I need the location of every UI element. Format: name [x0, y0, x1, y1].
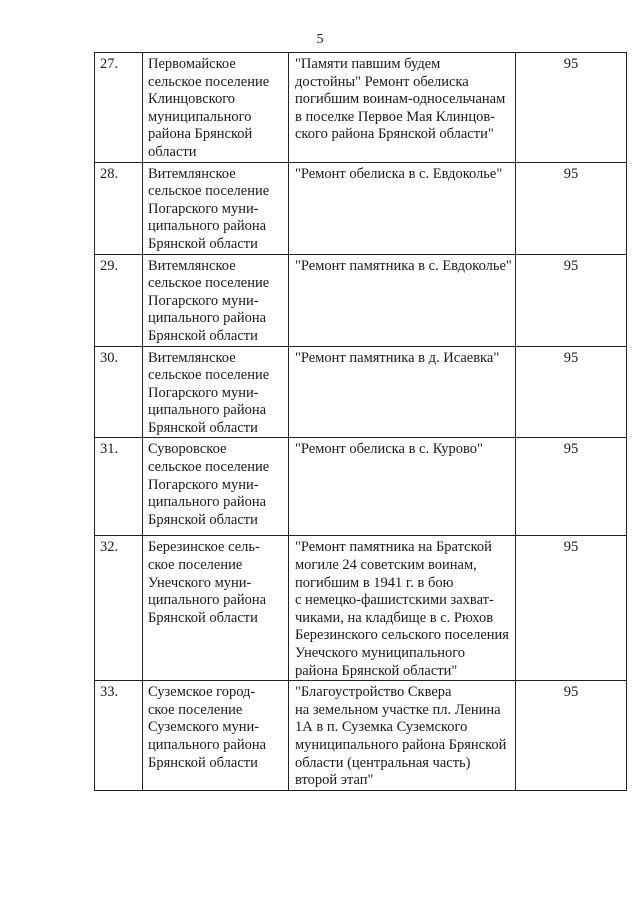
settlement-line: Суземского муни-	[148, 719, 260, 736]
table-row	[95, 254, 627, 346]
settlement-line: района Брянской	[148, 126, 253, 143]
project-line: ского района Брянской области"	[295, 126, 494, 143]
settlement-line: Витемлянское	[148, 165, 236, 182]
project-line: чиками, на кладбище в с. Рюхов	[295, 609, 494, 626]
settlement-cell	[143, 536, 289, 681]
project-line: 1А в п. Суземка Суземского	[295, 719, 468, 736]
settlement-line: Брянской области	[148, 327, 258, 344]
settlement-line: ципального района	[148, 737, 267, 753]
project-line: в поселке Первое Мая Клинцов-	[295, 108, 495, 125]
project-line: района Брянской области"	[295, 662, 458, 679]
project-line: второй этап"	[295, 772, 374, 789]
settlement-line: ципального района	[148, 402, 267, 419]
settlement-line: Брянской области	[148, 511, 258, 528]
settlement-line: Погарского муни-	[148, 384, 259, 401]
amount-cell: 95	[516, 346, 627, 438]
settlement-line: Погарского муни-	[148, 292, 259, 309]
project-line: Унечского муниципального	[295, 645, 466, 662]
project-cell	[289, 53, 516, 163]
settlement-line: Витемлянское	[148, 349, 236, 366]
row-number: 27.	[95, 53, 143, 163]
settlement-line: Березинское сель-	[148, 539, 260, 556]
row-number: 31.	[95, 438, 143, 536]
settlement-cell	[143, 162, 289, 254]
amount-cell: 95	[516, 254, 627, 346]
project-line: "Ремонт памятника в д. Исаевка"	[295, 349, 500, 366]
project-line: достойны" Ремонт обелиска	[295, 73, 469, 90]
settlement-line: области	[148, 143, 197, 160]
page-number: 5	[316, 32, 324, 47]
row-number: 32.	[95, 536, 143, 681]
settlement-line: Погарского муни-	[148, 476, 259, 493]
table-row	[95, 438, 627, 536]
project-cell	[289, 438, 516, 536]
amount-cell: 95	[516, 438, 627, 536]
project-line: "Памяти павшим будем	[295, 56, 441, 72]
amount-cell: 95	[516, 681, 627, 791]
settlement-line: сельское поселение	[148, 459, 270, 476]
settlement-line: муниципального	[148, 108, 252, 125]
settlement-line: Погарского муни-	[148, 200, 259, 217]
settlement-line: ципального района	[148, 218, 267, 235]
settlement-cell	[143, 681, 289, 791]
project-cell	[289, 162, 516, 254]
settlement-line: Первомайское	[148, 56, 236, 72]
settlement-line: Брянской области	[148, 609, 258, 626]
project-line: на земельном участке пл. Ленина	[295, 701, 501, 718]
project-cell	[289, 346, 516, 438]
settlement-line: Суворовское	[148, 441, 227, 458]
settlement-line: ское поселение	[148, 701, 243, 718]
settlement-line: ципального района	[148, 310, 267, 327]
settlement-line: Брянской области	[148, 419, 258, 436]
row-number: 29.	[95, 254, 143, 346]
settlement-line: Брянской области	[148, 235, 258, 252]
row-number: 28.	[95, 162, 143, 254]
settlement-line: сельское поселение	[148, 73, 270, 90]
project-line: "Ремонт памятника в с. Евдоколье"	[295, 257, 512, 274]
settlement-cell	[143, 254, 289, 346]
row-number: 33.	[95, 681, 143, 791]
project-line: погибшим воинам-односельчанам	[295, 91, 506, 108]
table-row	[95, 681, 627, 791]
project-line: области (центральная часть)	[295, 754, 471, 771]
project-cell	[289, 681, 516, 791]
project-line: "Ремонт памятника на Братской	[295, 539, 492, 556]
project-line: "Ремонт обелиска в с. Евдоколье"	[295, 165, 503, 182]
settlement-line: ское поселение	[148, 557, 243, 574]
settlement-line: ципального района	[148, 494, 267, 511]
settlement-line: Витемлянское	[148, 257, 236, 274]
project-cell	[289, 254, 516, 346]
settlement-cell	[143, 438, 289, 536]
table-row	[95, 162, 627, 254]
funding-table	[94, 52, 627, 791]
project-line: "Ремонт обелиска в с. Курово"	[295, 441, 483, 458]
settlement-line: сельское поселение	[148, 183, 270, 200]
settlement-line: Суземское город-	[148, 684, 256, 701]
project-line: "Благоустройство Сквера	[295, 684, 452, 701]
project-line: муниципального района Брянской	[295, 737, 507, 753]
settlement-line: сельское поселение	[148, 275, 270, 292]
table-row	[95, 536, 627, 681]
table-row	[95, 53, 627, 163]
row-number: 30.	[95, 346, 143, 438]
amount-cell: 95	[516, 536, 627, 681]
settlement-line: сельское поселение	[148, 367, 270, 384]
settlement-cell	[143, 53, 289, 163]
project-cell	[289, 536, 516, 681]
settlement-cell	[143, 346, 289, 438]
project-line: Березинского сельского поселения	[295, 627, 509, 644]
settlement-line: Клинцовского	[148, 91, 236, 108]
amount-cell: 95	[516, 162, 627, 254]
settlement-line: ципального района	[148, 592, 267, 609]
project-line: погибшим в 1941 г. в бою	[295, 574, 454, 591]
settlement-line: Брянской области	[148, 754, 258, 771]
project-line: с немецко-фашистскими захват-	[295, 592, 494, 609]
table-row	[95, 346, 627, 438]
settlement-line: Унечского муни-	[148, 574, 252, 591]
project-line: могиле 24 советским воинам,	[295, 557, 477, 574]
amount-cell: 95	[516, 53, 627, 163]
